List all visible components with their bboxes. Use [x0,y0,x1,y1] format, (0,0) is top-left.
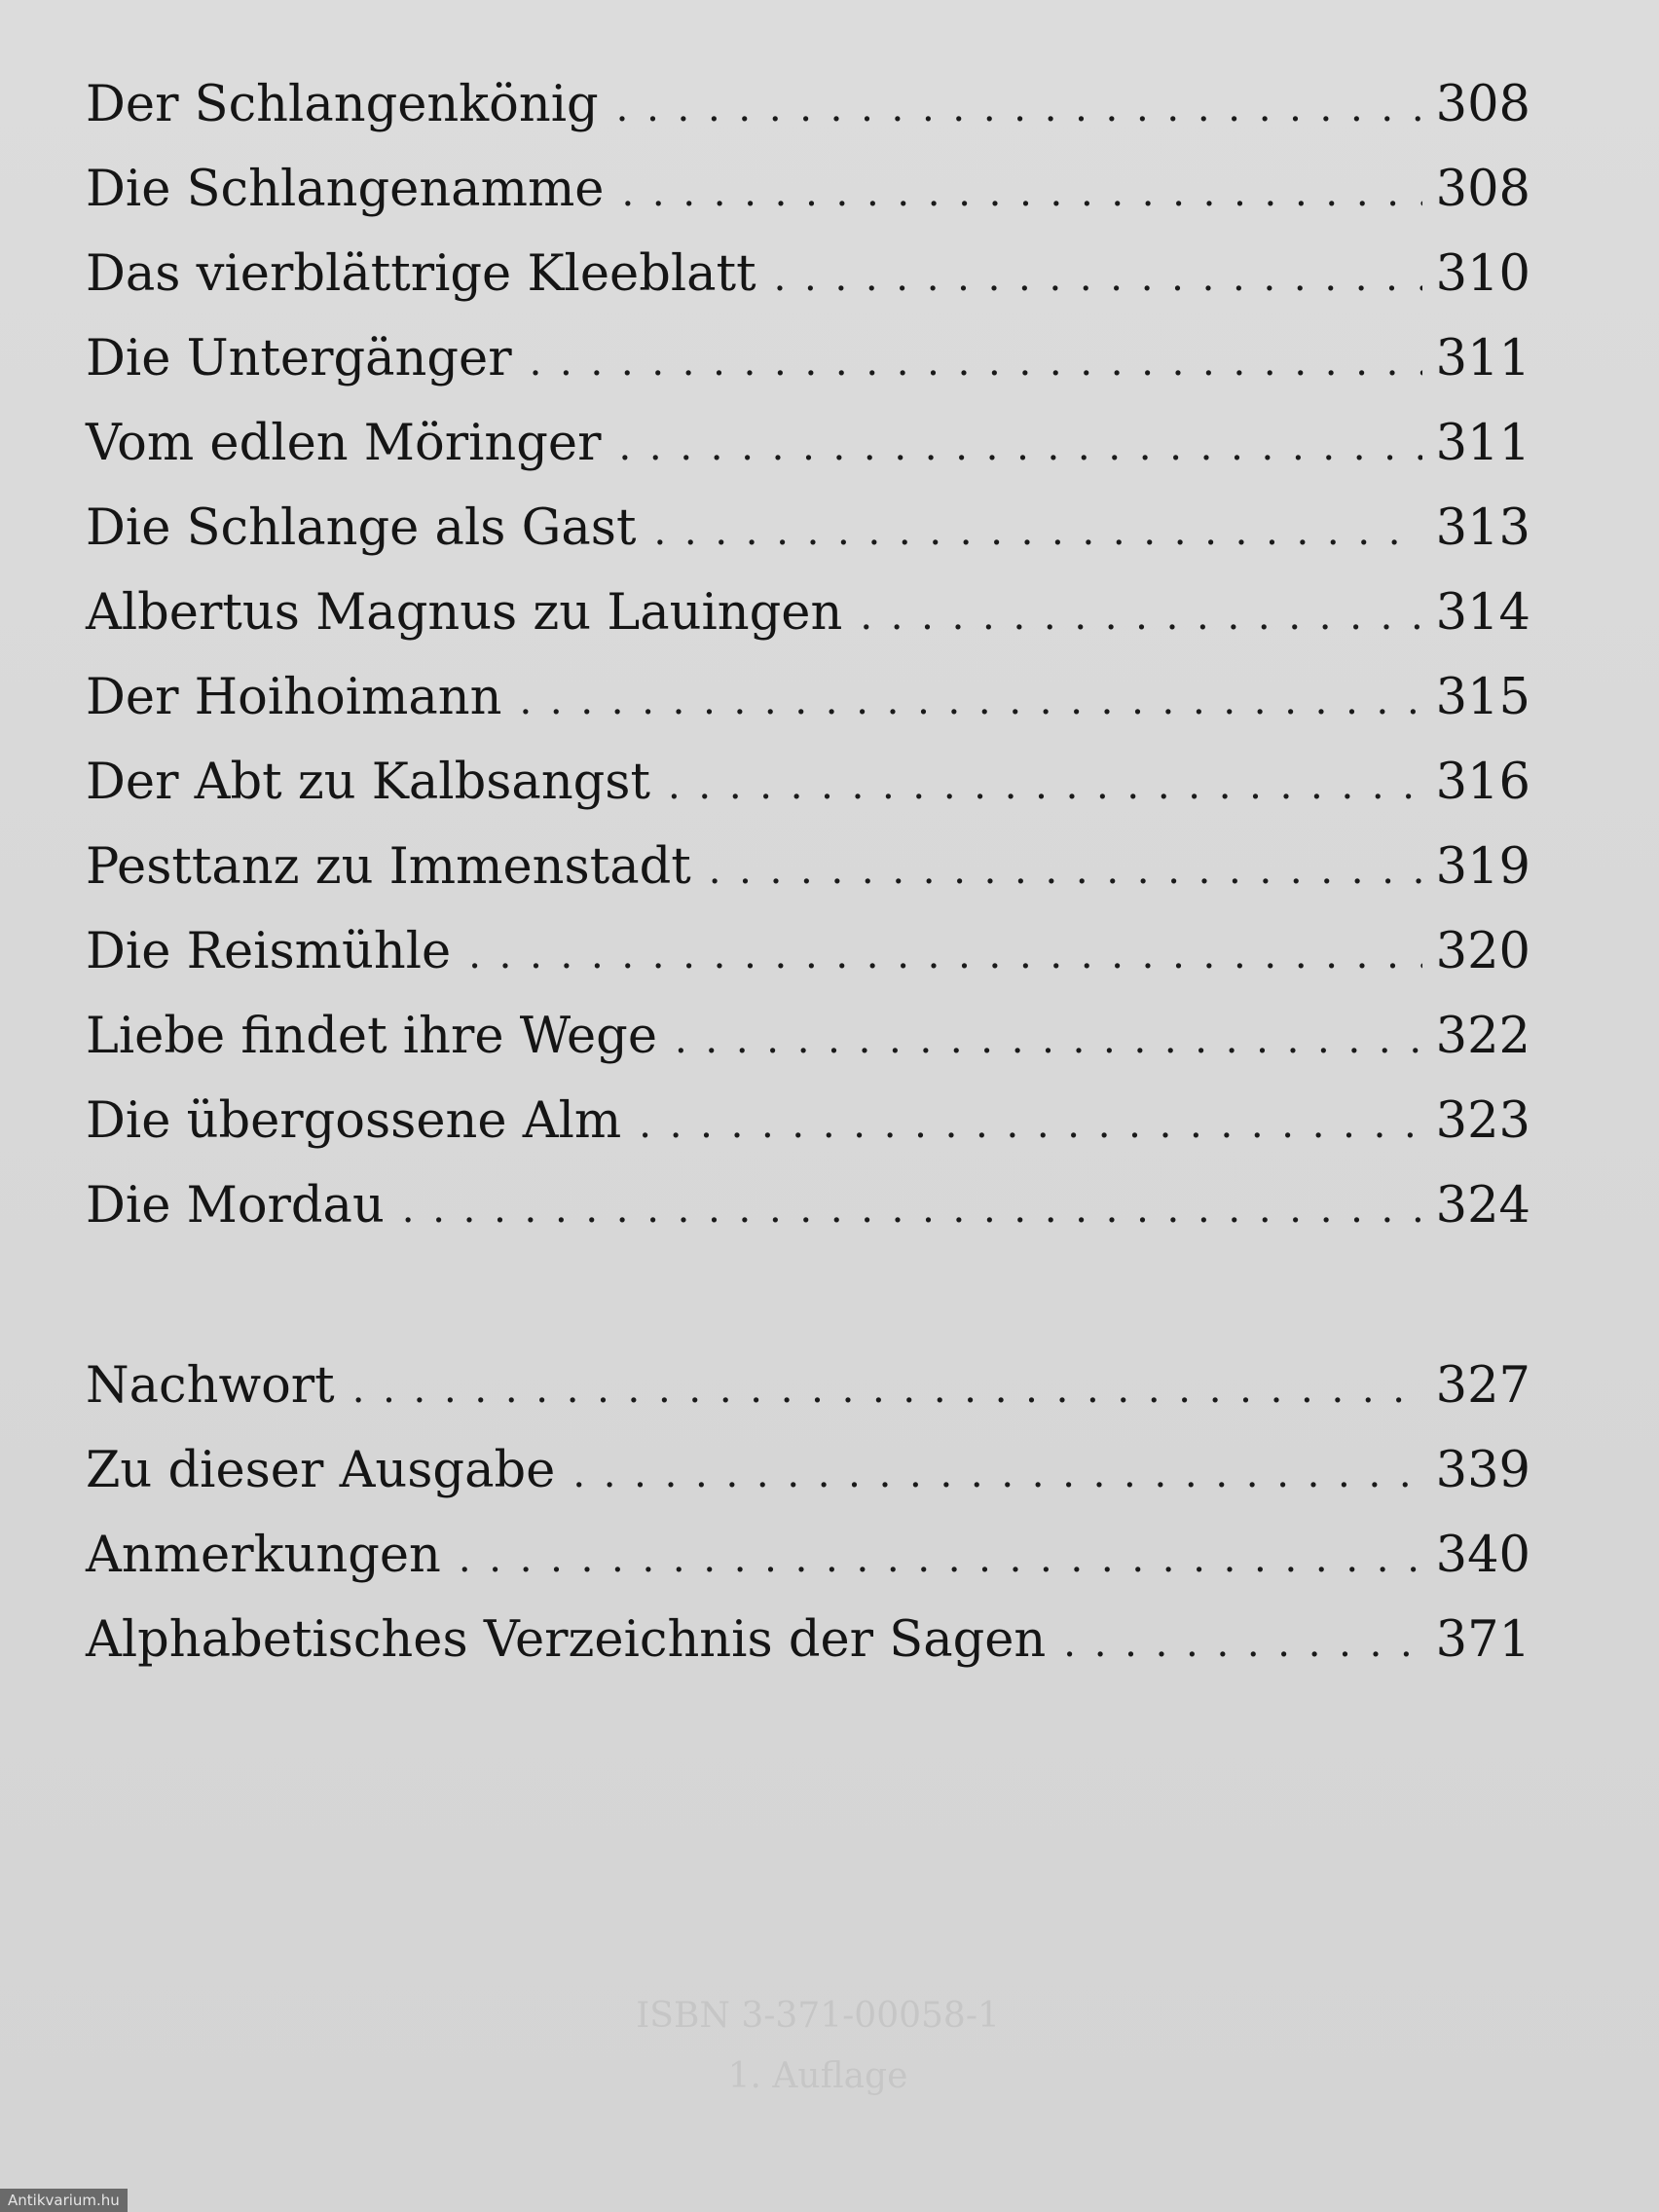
toc-entry [86,1513,1530,1598]
toc-dot-leader [639,1083,1421,1167]
toc-entry [86,1428,1530,1513]
toc-entry-title: Nachwort [86,1357,335,1415]
toc-entry [86,740,1530,825]
toc-entry-title: Die Reismühle [86,923,452,980]
toc-entry [86,655,1530,740]
toc-main-section [86,62,1530,1248]
toc-dot-leader [468,913,1421,998]
toc-entry-title: Der Abt zu Kalbsangst [86,754,650,811]
toc-entry-title: Vom edlen Möringer [86,415,602,472]
imprint-edition: 1. Auflage [727,2056,908,2096]
toc-dot-leader [622,151,1422,236]
toc-entry-title: Pesttanz zu Immenstadt [86,838,691,896]
toc-dot-leader [709,829,1422,913]
toc-dot-leader [860,574,1421,659]
toc-entry-page: 315 [1435,669,1530,726]
toc-entry-page: 323 [1435,1092,1530,1150]
toc-dot-leader [774,236,1422,320]
toc-entry-page: 313 [1435,499,1530,557]
toc-entry-page: 339 [1435,1442,1530,1499]
toc-entry-title: Die Untergänger [86,330,512,387]
toc-back-matter-section [86,1344,1530,1682]
toc-entry [86,1163,1530,1248]
toc-entry-title: Liebe findet ihre Wege [86,1008,657,1065]
toc-entry-page: 371 [1435,1611,1530,1669]
toc-entry [86,316,1530,401]
toc-entry [86,1079,1530,1163]
toc-entry-title: Zu dieser Ausgabe [86,1442,556,1499]
toc-entry [86,825,1530,909]
toc-entry-title: Das vierblättrige Kleeblatt [86,245,756,303]
imprint-isbn: ISBN 3-371-00058-1 [636,1996,1000,2036]
toc-dot-leader [616,66,1422,151]
toc-entry-page: 322 [1435,1008,1530,1065]
toc-dot-leader [530,320,1422,405]
toc-entry [86,147,1530,232]
toc-entry-page: 319 [1435,838,1530,896]
toc-entry-page: 310 [1435,245,1530,303]
toc-entry [86,401,1530,486]
toc-entry [86,571,1530,655]
toc-entry-page: 311 [1435,330,1530,387]
toc-dot-leader [459,1517,1422,1602]
toc-entry [86,232,1530,316]
toc-entry-title: Die Schlange als Gast [86,499,637,557]
toc-entry-title: Die übergossene Alm [86,1092,622,1150]
toc-entry [86,1344,1530,1428]
toc-dot-leader [668,744,1422,829]
toc-entry-title: Die Mordau [86,1177,385,1235]
toc-entry [86,994,1530,1079]
toc-dot-leader [352,1347,1422,1432]
toc-dot-leader [402,1167,1422,1252]
toc-entry-page: 316 [1435,754,1530,811]
toc-entry-title: Die Schlangenamme [86,161,605,218]
toc-entry-page: 327 [1435,1357,1530,1415]
toc-entry-page: 308 [1435,161,1530,218]
toc-dot-leader [675,998,1422,1083]
toc-dot-leader [572,1432,1421,1517]
toc-entry-title: Albertus Magnus zu Lauingen [86,584,843,642]
toc-entry-title: Der Hoihoimann [86,669,502,726]
toc-entry [86,486,1530,571]
toc-entry-page: 324 [1435,1177,1530,1235]
toc-entry-page: 314 [1435,584,1530,642]
toc-entry-title: Der Schlangenkönig [86,76,599,133]
toc-dot-leader [519,659,1421,744]
toc-dot-leader [653,490,1421,574]
watermark: Antikvarium.hu [0,2189,128,2212]
toc-entry [86,62,1530,147]
toc-entry-title: Anmerkungen [86,1527,441,1584]
toc-entry-page: 308 [1435,76,1530,133]
imprint-show-through [526,1986,1110,2107]
toc-dot-leader [1063,1602,1421,1686]
toc-dot-leader [618,405,1421,490]
toc-entry-page: 320 [1435,923,1530,980]
toc-entry [86,909,1530,994]
toc-entry-title: Alphabetisches Verzeichnis der Sagen [86,1611,1047,1669]
toc-entry-page: 311 [1435,415,1530,472]
toc-entry [86,1598,1530,1682]
toc-entry-page: 340 [1435,1527,1530,1584]
